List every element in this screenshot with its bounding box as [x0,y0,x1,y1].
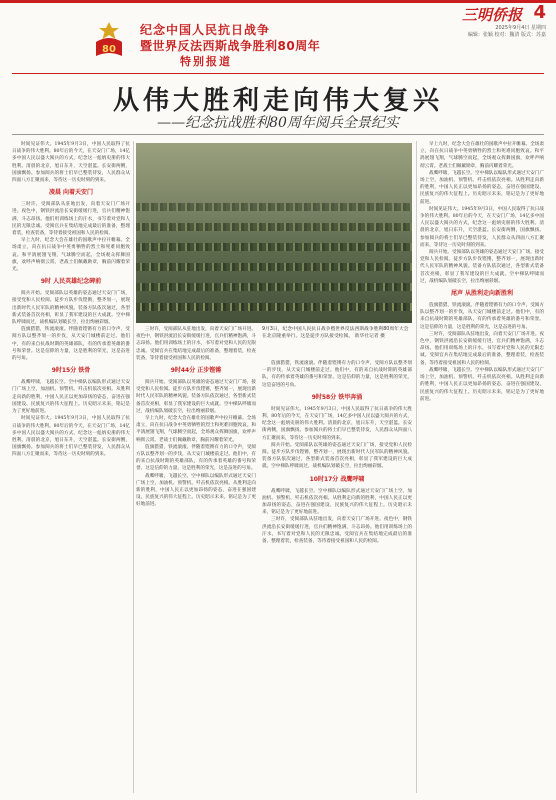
paragraph: 旌旗猎猎，铁流滚滚。伴随着铿锵有力的口令声，受阅方队以整齐划一的步伐，从天安门城楼前走过。他们中，有的来自抗战时期的英雄部队，有的传承着英雄的番号和荣誉。这是信仰的力量，这是胜利的荣光，这是奋进的号角。 [262,361,412,388]
paragraph: 早上九时，纪念大会在雄壮的国歌声中拉开帷幕。全场肃立，向在抗日战争中英勇牺牲的烈士和死难同胞致哀。和平鸽展翅飞翔，气球腾空而起，全场观众挥舞国旗，欢呼声响彻云霄。老战士们佩戴勋章，胸前闪耀着荣光。 [12,238,130,273]
column-divider [416,141,417,793]
paragraph: 战鹰呼啸，飞越长空。空中梯队以编队形式通过天安门广场上空，加油机、预警机、歼击机依次亮相。从胜利走向新的胜利，中国人民正以更加昂扬的姿态，奋进在强国建设、民族复兴的伟大征程上。历史昭示未来，铭记是为了更好地前进。 [420,367,544,402]
paragraph: 时间见证伟大。1945年9月3日，中国人民取得了抗日战争的伟大胜利。80年后的今天，在天安门广场，14亿多中国人民以盛大阅兵的方式，纪念这一彪炳史册的伟大胜利。清晨的北京，旭日东升，天空湛蓝。长安街两侧，国旗飘扬。参加阅兵的将士们早已整装待发，人民群众从四面八方汇聚而来，等待这一历史时刻的到来。 [12,142,130,184]
masthead-rule [12,73,544,74]
article-title: 从伟大胜利走向伟大复兴 [112,86,443,116]
special-report-line1: 纪念中国人民抗日战争 [140,23,271,37]
section-heading: 9时58分 铁甲奔涌 [311,393,363,401]
column-divider [133,141,134,793]
page-number: 4 [533,2,546,23]
paragraph: 旌旗猎猎，铁流滚滚。伴随着铿锵有力的口令声，受阅方队以整齐划一的步伐，从天安门城楼前走过。他们中，有的来自抗战时期的英雄部队，有的传承着英雄的番号和荣誉。这是信仰的力量，这是胜利的荣光，这是奋进的号角。 [420,303,544,330]
paragraph: 三时许，受阅部队从驻地出发，向着天安门广场开进。夜色中，钢铁洪流沿长安街缓缓行进，官兵们精神饱满，斗志昂扬。他们用训练场上的汗水，书写着对党和人民的无限忠诚。受阅官兵在集结地完成最后的准备，整理着装，检查装备，等待着接受祖国和人民的检阅。 [420,331,544,366]
masthead-top-rule [0,0,556,3]
editor-credits: 编辑：张颖 校对：魏清 版式：苏嘉 [467,32,546,38]
paragraph: 三时许，受阅部队从驻地出发，向着天安门广场开进。夜色中，钢铁洪流沿长安街缓缓行进，官兵们精神饱满，斗志昂扬。他们用训练场上的汗水，书写着对党和人民的无限忠诚。受阅官兵在集结地完成最后的准备，整理着装，检查装备，等待着接受祖国和人民的检阅。 [136,327,256,361]
section-heading: 9时15分 铁骨 [51,367,91,375]
troop-row [136,223,412,231]
paragraph: 战鹰呼啸，飞越长空。空中梯队以编队形式通过天安门广场上空，加油机、预警机、歼击机依次亮相。从胜利走向新的胜利，中国人民正以更加昂扬的姿态，奋进在强国建设、民族复兴的伟大征程上。历史昭示未来，铭记是为了更好地前进。 [12,380,130,415]
troop-row [136,263,412,271]
section-heading: 凌晨 向着天安门 [48,189,94,197]
paragraph: 早上九时，纪念大会在雄壮的国歌声中拉开帷幕。全场肃立，向在抗日战争中英勇牺牲的烈士和死难同胞致哀。和平鸽展翅飞翔，气球腾空而起，全场观众挥舞国旗，欢呼声响彻云霄。老战士们佩戴勋章，胸前闪耀着荣光。 [420,142,544,169]
paragraph: 三时许，受阅部队从驻地出发，向着天安门广场开进。夜色中，钢铁洪流沿长安街缓缓行进，官兵们精神饱满，斗志昂扬。他们用训练场上的汗水，书写着对党和人民的无限忠诚。受阅官兵在集结地完成最后的准备，整理着装，检查装备，等待着接受祖国和人民的检阅。 [12,202,130,237]
troop-row [136,283,412,291]
special-report-line2: 暨世界反法西斯战争胜利80周年 [140,39,321,53]
paragraph: 时间见证伟大。1945年9月3日，中国人民取得了抗日战争的伟大胜利。80年后的今天，在天安门广场，14亿多中国人民以盛大阅兵的方式，纪念这一彪炳史册的伟大胜利。清晨的北京，旭日东升，天空湛蓝。长安街两侧，国旗飘扬。参加阅兵的将士们早已整装待发，人民群众从四面八方汇聚而来，等待这一历史时刻的到来。 [420,206,544,248]
text-column-2 [136,326,256,793]
paragraph: 阅兵开始。受阅部队以英雄的姿态通过天安门广场，接受党和人民检阅。徒步方队步伐铿锵，整齐划一，展现出新时代人民军队的精神风貌。装备方队依次通过，各型新式装备首次亮相，彰显了我军建设的巨大成就。空中梯队呼啸而过，战机编队划破长空，拉出绚丽彩烟。 [136,380,256,414]
paragraph: 阅兵开始。受阅部队以英雄的姿态通过天安门广场，接受党和人民检阅。徒步方队步伐铿锵，整齐划一，展现出新时代人民军队的精神风貌。装备方队依次通过，各型新式装备首次亮相，彰显了我军建设的巨大成就。空中梯队呼啸而过，战机编队划破长空，拉出绚丽彩烟。 [12,291,130,326]
special-report-label: 特别报道 [180,55,232,68]
paragraph: 三时许，受阅部队从驻地出发，向着天安门广场开进。夜色中，钢铁洪流沿长安街缓缓行进，官兵们精神饱满，斗志昂扬。他们用训练场上的汗水，书写着对党和人民的无限忠诚。受阅官兵在集结地完成最后的准备，整理着装，检查装备，等待着接受祖国和人民的检阅。 [262,517,412,545]
paragraph: 时间见证伟大。1945年9月3日，中国人民取得了抗日战争的伟大胜利。80年后的今天，在天安门广场，14亿多中国人民以盛大阅兵的方式，纪念这一彪炳史册的伟大胜利。清晨的北京，旭日东升，天空湛蓝。长安街两侧，国旗飘扬。参加阅兵的将士们早已整装待发，人民群众从四面八方汇聚而来，等待这一历史时刻的到来。 [262,406,412,441]
text-column-4 [420,141,544,793]
title-rule [12,134,544,135]
section-heading: 9时44分 正步铿锵 [170,367,222,375]
issue-date: 2025年9月4日 星期四 [495,25,546,31]
article-subtitle: ——纪念抗战胜利80周年阅兵全景纪实 [157,115,399,131]
paragraph: 早上九时，纪念大会在雄壮的国歌声中拉开帷幕。全场肃立，向在抗日战争中英勇牺牲的烈士和死难同胞致哀。和平鸽展翅飞翔，气球腾空而起，全场观众挥舞国旗，欢呼声响彻云霄。老战士们佩戴勋章，胸前闪耀着荣光。 [136,416,256,443]
newspaper-name: 三明侨报 [461,6,522,24]
paragraph: 战鹰呼啸，飞越长空。空中梯队以编队形式通过天安门广场上空，加油机、预警机、歼击机依次亮相。从胜利走向新的胜利，中国人民正以更加昂扬的姿态，奋进在强国建设、民族复兴的伟大征程上。历史昭示未来，铭记是为了更好地前进。 [420,170,544,205]
parade-photo [136,143,412,323]
troop-row [136,243,412,251]
section-heading: 9时 人民英雄纪念碑前 [40,278,102,286]
masthead [0,0,556,72]
section-heading: 10时17分 战鹰呼啸 [309,475,365,483]
paragraph: 阅兵开始。受阅部队以英雄的姿态通过天安门广场，接受党和人民检阅。徒步方队步伐铿锵，整齐划一，展现出新时代人民军队的精神风貌。装备方队依次通过，各型新式装备首次亮相，彰显了我军建设的巨大成就。空中梯队呼啸而过，战机编队划破长空，拉出绚丽彩烟。 [420,250,544,284]
anniversary-emblem [92,20,126,60]
emblem-number: 80 [102,44,116,55]
text-column-3 [262,360,412,793]
paragraph: 阅兵开始。受阅部队以英雄的姿态通过天安门广场，接受党和人民检阅。徒步方队步伐铿锵，整齐划一，展现出新时代人民军队的精神风貌。装备方队依次通过，各型新式装备首次亮相，彰显了我军建设的巨大成就。空中梯队呼啸而过，战机编队划破长空，拉出绚丽彩烟。 [262,442,412,470]
paragraph: 旌旗猎猎，铁流滚滚。伴随着铿锵有力的口令声，受阅方队以整齐划一的步伐，从天安门城楼前走过。他们中，有的来自抗战时期的英雄部队，有的传承着英雄的番号和荣誉。这是信仰的力量，这是胜利的荣光，这是奋进的号角。 [136,444,256,472]
troop-row [136,203,412,211]
troop-row [136,303,412,311]
section-heading: 尾声 从胜利走向新胜利 [450,290,514,298]
text-column-1 [12,141,130,793]
paragraph: 旌旗猎猎，铁流滚滚。伴随着铿锵有力的口令声，受阅方队以整齐划一的步伐，从天安门城楼前走过。他们中，有的来自抗战时期的英雄部队，有的传承着英雄的番号和荣誉。这是信仰的力量，这是胜利的荣光，这是奋进的号角。 [12,327,130,362]
paragraph: 战鹰呼啸，飞越长空。空中梯队以编队形式通过天安门广场上空，加油机、预警机、歼击机依次亮相。从胜利走向新的胜利，中国人民正以更加昂扬的姿态，奋进在强国建设、民族复兴的伟大征程上。历史昭示未来，铭记是为了更好地前进。 [136,473,256,508]
paragraph: 时间见证伟大。1945年9月3日，中国人民取得了抗日战争的伟大胜利。80年后的今天，在天安门广场，14亿多中国人民以盛大阅兵的方式，纪念这一彪炳史册的伟大胜利。清晨的北京，旭日东升，天空湛蓝。长安街两侧，国旗飘扬。参加阅兵的将士们早已整装待发，人民群众从四面八方汇聚而来，等待这一历史时刻的到来。 [12,416,130,458]
paragraph: 战鹰呼啸，飞越长空。空中梯队以编队形式通过天安门广场上空，加油机、预警机、歼击机依次亮相。从胜利走向新的胜利，中国人民正以更加昂扬的姿态，奋进在强国建设、民族复兴的伟大征程上。历史昭示未来，铭记是为了更好地前进。 [262,488,412,516]
photo-caption: 9月3日，纪念中国人民抗日战争暨世界反法西斯战争胜利80周年大会在北京隆重举行。这是徒步方队接受检阅。 新华社记者 摄 [262,327,409,339]
